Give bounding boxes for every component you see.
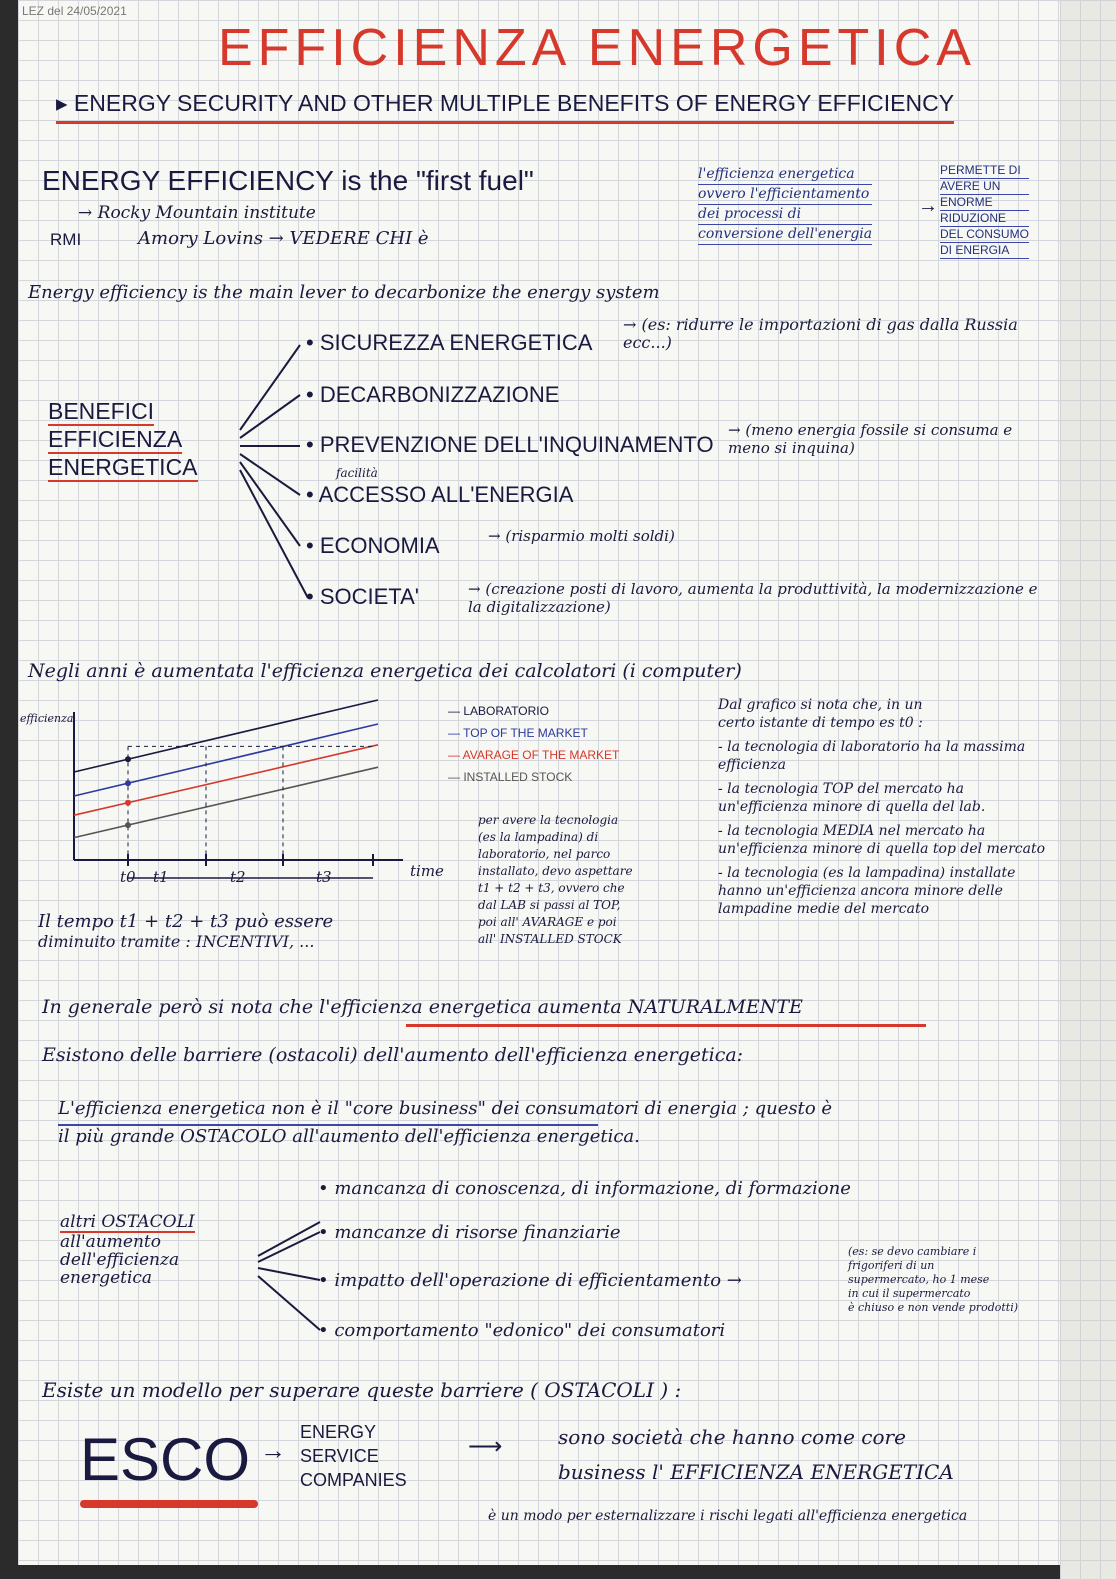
note-heading: Dal grafico si nota che, in un: [718, 697, 923, 713]
esco-acronym: ESCO: [80, 1426, 251, 1493]
legend-item: — INSTALLED STOCK: [448, 770, 573, 784]
explain-line: installato, devo aspettare: [478, 864, 633, 878]
benefit-note: facilità: [336, 466, 378, 480]
legend-item: — LABORATORIO: [448, 704, 549, 718]
benefit-note: → (es: ridurre le importazioni di gas dalla Russia ecc...): [623, 315, 1018, 352]
tick-label: t2: [230, 868, 246, 886]
esco-desc-line-2: business l' EFFICIENZA ENERGETICA: [558, 1460, 954, 1484]
core-line-1: L'efficienza energetica non è il "core business" dei consumatori di energia ; questo è: [58, 1098, 833, 1119]
barriers-label-line: all'aumento: [60, 1232, 161, 1252]
legend-item: — AVARAGE OF THE MARKET: [448, 748, 620, 762]
esco-desc-line-1: sono società che hanno come core: [558, 1425, 906, 1449]
impact-note-line: (es: se devo cambiare i: [848, 1245, 977, 1258]
effect-line: RIDUZIONE: [940, 211, 1029, 227]
barriers-label-line: dell'efficienza: [60, 1250, 180, 1270]
tick-label: t0: [120, 868, 136, 886]
legend-item: — TOP OF THE MARKET: [448, 726, 588, 740]
benefit-note: → (creazione posti di lavoro, aumenta la produttività, la modernizzazione e la digitalizzazione): [468, 580, 1038, 616]
note-item: - la tecnologia TOP del mercato ha un'efficienza minore di quella del lab.: [718, 781, 986, 815]
chart-ylabel: efficienza: [20, 712, 74, 725]
esco-expansion-line: SERVICE: [300, 1446, 379, 1466]
barriers-label-line: energetica: [60, 1268, 153, 1288]
rmi-person: Amory Lovins → VEDERE CHI è: [138, 228, 429, 249]
effect-line: ENORME: [940, 195, 1029, 211]
explain-line: per avere la tecnologia: [478, 813, 619, 827]
note-item: - la tecnologia di laboratorio ha la massima efficienza: [718, 739, 1026, 773]
rmi-expansion: → Rocky Mountain institute: [78, 203, 316, 223]
data-point: [125, 800, 131, 806]
series-line: [74, 745, 378, 815]
esco-desc-line-3: è un modo per esternalizzare i rischi legati all'efficienza energetica: [488, 1508, 968, 1524]
next-page-edge: [1060, 0, 1116, 1579]
barrier-item: • mancanze di risorse finanziarie: [318, 1222, 621, 1243]
benefit-item: • DECARBONIZZAZIONE: [306, 382, 560, 407]
core-line-2: il più grande OSTACOLO all'aumento dell'efficienza energetica.: [58, 1126, 640, 1147]
effect-line: DEL CONSUMO: [940, 227, 1029, 241]
data-point: [125, 780, 131, 786]
definition-line: l'efficienza energetica: [698, 165, 872, 185]
benefit-note: → (meno energia fossile si consuma e meno si inquina): [728, 421, 1013, 457]
first-fuel-line: ENERGY EFFICIENCY is the "first fuel": [42, 165, 534, 196]
effect-line: AVERE UN: [940, 179, 1029, 195]
time-reduce-block: [38, 912, 333, 952]
barriers-label: [60, 1213, 195, 1287]
explain-line: all' INSTALLED STOCK: [478, 932, 622, 946]
legend-label: LABORATORIO: [463, 704, 549, 718]
explain-line: laboratorio, nel parco: [478, 847, 611, 861]
chart-legend: [448, 700, 619, 788]
explain-line: dal LAB si passi al TOP,: [478, 898, 621, 912]
impact-note: [848, 1245, 1018, 1315]
arrow-glyph: →: [918, 195, 938, 217]
graph-notes: [718, 696, 1053, 918]
esco-underline: [80, 1500, 258, 1508]
barrier-item: • comportamento "edonico" dei consumatori: [318, 1320, 726, 1341]
page-title: EFFICIENZA ENERGETICA: [218, 19, 976, 77]
benefits-label-line: EFFICIENZA: [48, 426, 183, 452]
data-point: [125, 756, 131, 762]
impact-note-line: supermercato, ho 1 mese: [848, 1273, 990, 1286]
chart-xlabel: time: [410, 862, 444, 880]
effect-line: DI ENERGIA: [940, 243, 1029, 259]
time-reduce-line: Il tempo t1 + t2 + t3 può essere: [38, 911, 334, 932]
benefit-item: • ECONOMIA: [306, 533, 440, 558]
benefits-label-line: BENEFICI: [48, 398, 155, 424]
impact-note-line: è chiuso e non vende prodotti): [848, 1301, 1019, 1314]
definition-line: conversione dell'energia: [698, 225, 872, 245]
arrow-glyph: ⟶: [468, 1433, 503, 1460]
rmi-label: RMI: [50, 230, 82, 249]
impact-note-line: frigoriferi di un: [848, 1259, 935, 1272]
series-line: [74, 700, 378, 772]
esco-expansion: [300, 1420, 407, 1492]
benefit-item: • SICUREZZA ENERGETICA: [306, 330, 593, 355]
benefit-item: • PREVENZIONE DELL'INQUINAMENTO: [306, 432, 714, 457]
note-item: - la tecnologia (es la lampadina) installate hanno un'efficienza ancora minore delle lampadine medie del mercato: [718, 865, 1016, 917]
model-line: Esiste un modello per superare queste barriere ( OSTACOLI ) :: [42, 1378, 682, 1402]
legend-label: INSTALLED STOCK: [463, 770, 573, 784]
definition-line: dei processi di: [698, 205, 872, 225]
explain-line: (es la lampadina) di: [478, 830, 599, 844]
date-note: LEZ del 24/05/2021: [22, 4, 127, 18]
barriers-exist-line: Esistono delle barriere (ostacoli) dell'aumento dell'efficienza energetica:: [42, 1044, 744, 1066]
natural-line: In generale però si nota che l'efficienza energetica aumenta NATURALMENTE: [42, 996, 803, 1018]
series-line: [74, 767, 378, 837]
tick-label: t3: [316, 868, 332, 886]
tick-label: t1: [153, 868, 169, 886]
benefits-label-line: ENERGETICA: [48, 454, 198, 480]
note-heading: certo istante di tempo es t0 :: [718, 715, 923, 731]
main-lever-line: Energy efficiency is the main lever to decarbonize the energy system: [28, 282, 660, 303]
benefit-item: • ACCESSO ALL'ENERGIA: [306, 482, 574, 507]
explain-block: [478, 812, 633, 948]
benefit-item: • SOCIETA': [306, 584, 419, 609]
esco-expansion-line: COMPANIES: [300, 1470, 407, 1490]
impact-note-line: in cui il supermercato: [848, 1287, 971, 1300]
barrier-item: • mancanza di conoscenza, di informazione, di formazione: [318, 1178, 851, 1199]
barrier-item: • impatto dell'operazione di efficientamento →: [318, 1270, 742, 1291]
legend-label: AVARAGE OF THE MARKET: [462, 748, 620, 762]
esco-expansion-line: ENERGY: [300, 1422, 377, 1442]
definition-line: ovvero l'efficientamento: [698, 185, 872, 205]
legend-label: TOP OF THE MARKET: [463, 726, 588, 740]
explain-line: poi all' AVARAGE e poi: [478, 915, 617, 929]
notebook-page: [18, 0, 1060, 1565]
subtitle: ▸ ENERGY SECURITY AND OTHER MULTIPLE BENEFITS OF ENERGY EFFICIENCY: [56, 90, 954, 124]
explain-line: t1 + t2 + t3, ovvero che: [478, 881, 625, 895]
computers-heading: Negli anni è aumentata l'efficienza energetica dei calcolatori (i computer): [28, 660, 742, 682]
time-reduce-line: diminuito tramite : INCENTIVI, ...: [38, 932, 315, 951]
effect-line: PERMETTE DI: [940, 163, 1029, 179]
natural-underline: [406, 1024, 926, 1027]
note-item: - la tecnologia MEDIA nel mercato ha un'efficienza minore di quella top del mercato: [718, 823, 1046, 857]
benefit-note: → (risparmio molti soldi): [488, 527, 675, 545]
series-line: [74, 724, 378, 796]
arrow-glyph: →: [260, 1435, 286, 1465]
barriers-label-line: altri OSTACOLI: [60, 1212, 195, 1232]
data-point: [125, 822, 131, 828]
